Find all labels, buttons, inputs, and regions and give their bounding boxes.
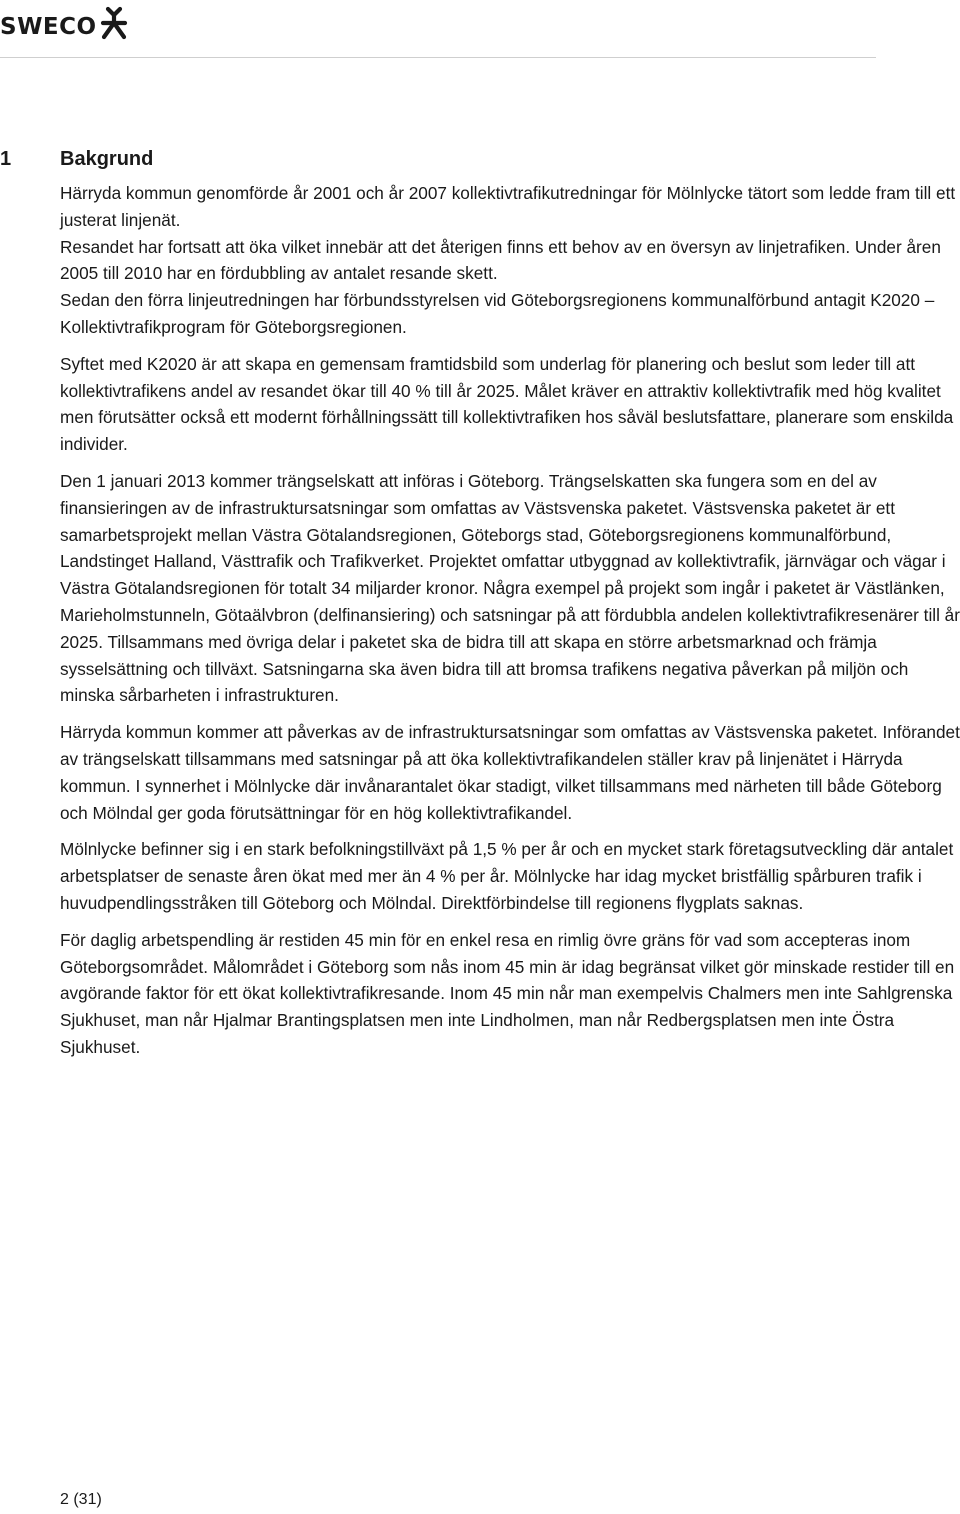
section-number: 1 xyxy=(0,148,12,170)
paragraph-6: Härryda kommun kommer att påverkas av de infrastruktursatsningar som omfattas av Västsvenska paketet. Införandet av trängselskatt tillsammans med satsningar på att öka kollektivtrafikandelen ställer krav på linjenätet i Härryda kommun. I synnerhet i Mölnlycke där invånarantalet ökar stadigt, vilket tillsammans med närheten till både Göteborg och Mölndal ger goda förutsättningar för en hög kollektivtrafikandel. xyxy=(60,722,960,823)
paragraph-2: Resandet har fortsatt att öka vilket innebär att det återigen finns ett behov av en översyn av linjetrafiken. Under åren 2005 till 2010 har en fördubbling av antalet resande skett. xyxy=(60,236,941,284)
sweco-logo-mark-icon xyxy=(99,4,129,42)
paragraph-7: Mölnlycke befinner sig i en stark befolkningstillväxt på 1,5 % per år och en mycket stark företagsutveckling där antalet arbetsplatser de senaste åren ökat med mer än 4 % per år. Mölnlycke har idag mycket bristfällig spårburen trafik i huvudpendlingsstråken till Göteborg och Mölndal. Direktförbindelse till regionens flygplats saknas. xyxy=(60,839,954,913)
paragraph-3: Sedan den förra linjeutredningen har förbundsstyrelsen vid Göteborgsregionens kommunalförbund antagit K2020 – Kollektivtrafikprogram för Göteborgsregionen. xyxy=(60,290,935,337)
page-header xyxy=(0,0,960,60)
paragraph-8: För daglig arbetspendling är restiden 45 min för en enkel resa en rimlig övre gräns för vad som accepteras inom Göteborgsområdet. Målområdet i Göteborg som nås inom 45 min är idag begränsat vilket gör minskade restider till en avgörande faktor för ett ökat kollektivtrafikresande. Inom 45 min når man exempelvis Chalmers men inte Sahlgrenska Sjukhuset, man når Hjalmar Brantingsplatsen men inte Lindholmen, man når Redbergsplatsen men inte Östra Sjukhuset. xyxy=(60,929,955,1057)
logo-text: SWECO xyxy=(0,14,97,40)
sweco-logo xyxy=(0,4,129,42)
header-divider xyxy=(0,57,876,58)
paragraphs xyxy=(60,180,960,1061)
document-body xyxy=(0,140,960,1071)
page-number: 2 (31) xyxy=(60,1491,102,1508)
section-heading xyxy=(0,140,960,180)
paragraph-4: Syftet med K2020 är att skapa en gemensam framtidsbild som underlag för planering och beslut som leder till att kollektivtrafikens andel av resandet ökar till 40 % till år 2025. Målet kräver en attraktiv kollektivtrafik med hög kvalitet men förutsätter också ett modernt förhållningssätt till kollektivtrafiken hos såväl beslutsfattare, planerare som enskilda individer. xyxy=(60,353,954,455)
paragraph-1: Härryda kommun genomförde år 2001 och år 2007 kollektivtrafikutredningar för Mölnlycke tätort som ledde fram till ett justerat linjenät. xyxy=(60,183,956,230)
section-title: Bakgrund xyxy=(60,148,154,170)
paragraph-5: Den 1 januari 2013 kommer trängselskatt att införas i Göteborg. Trängselskatten ska fungera som en del av finansieringen av de infrastruktursatsningar som omfattas av Västsvenska paketet. Västsvenska paketet är ett samarbetsprojekt mellan Västra Götalandsregionen, Göteborgs stad, Göteborgsregionens kommunalförbund, Landstinget Halland, Västtrafik och Trafikverket. Projektet omfattar utbyggnad av kollektivtrafik, järnvägar och vägar i Västra Götalandsregionen för totalt 34 miljarder kronor. Några exempel på projekt som ingår i paketet är Västlänken, Marieholmstunneln, Götaälvbron (delfinansiering) och satsningar på att fördubbla andelen kollektivtrafikresenärer till år 2025. Tillsammans med övriga delar i paketet ska de bidra till att skapa en större arbetsmarknad och främja sysselsättning och tillväxt. Satsningarna ska även bidra till att bromsa trafikens negativa påverkan på miljön och minska sårbarheten i infrastrukturen. xyxy=(60,470,960,706)
